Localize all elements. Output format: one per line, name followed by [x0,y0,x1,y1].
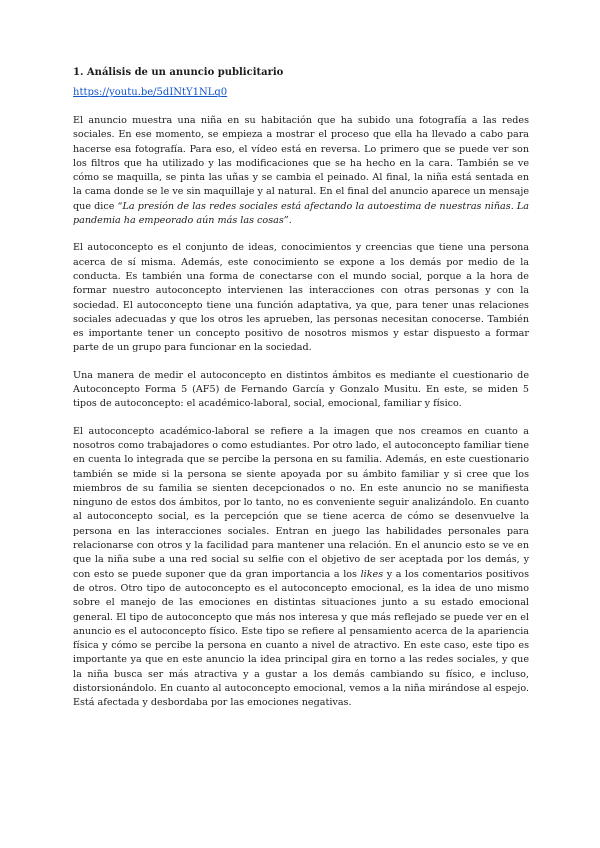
paragraph-dimensions [73,425,529,711]
paragraph-text-end: y a los comentarios positivos de otros. Otro tipo de autoconcepto es el autoconcepto emocional, es la idea de uno mismo sobre el manejo de las emociones en distintas situaciones junto a su estado emocional general. El tipo de autoconcepto que más nos interesa y que más reflejado se puede ver en el anuncio es el autoconcepto físico. Este tipo se refiere al pensamiento acerca de la apariencia física y cómo se percibe la persona en cuanto a nivel de atractivo. En este caso, este tipo es importante ya que en este anuncio la idea principal gira en torno a las redes sociales, y que la niña busca ser más atractiva y a gustar a los demás cambiando su físico, e incluso, distorsionándolo. En cuanto al autoconcepto emocional, vemos a la niña mirándose al espejo. Está afectada y desbordaba por las emociones negativas. [73,568,529,709]
paragraph-text: El autoconcepto académico-laboral se refiere a la imagen que nos creamos en cuanto a nosotros como trabajadores o como estudiantes. Por otro lado, el autoconcepto familiar tiene en cuenta lo integrada que se percibe la persona en su familia. Además, en este cuestionario también se mide si la persona se siente apoyada por su ámbito familiar y si cree que los miembros de su familia se sienten decepcionados o no. En este anuncio no se manifiesta ninguno de estos dos ámbitos, por lo tanto, no es conveniente seguir analizándolo. En cuanto al autoconcepto social, es la percepción que se tiene acerca de cómo se desenvuelve la persona en las interacciones sociales. Entran en juego las habilidades personales para relacionarse con otros y la facilidad para mantener una relación. En el anuncio esto se ve en que la niña sube a una red social su selfie con el objetivo de ser aceptada por los demás, y con esto se puede suponer que da gran importancia a los [73,425,529,580]
section-title: 1. Análisis de un anuncio publicitario [73,67,284,78]
video-link[interactable]: https://youtu.be/5dINtY1NLq0 [73,87,228,98]
paragraph-self-concept: El autoconcepto es el conjunto de ideas, conocimientos y creencias que tiene una persona acerca de sí misma. Además, este conocimiento se expone a los demás por medio de la conducta. Es también una forma de conectarse con el mundo social, porque a la hora de formar nuestro autoconcepto intervienen las interacciones con otras personas y con la sociedad. El autoconcepto tiene una función adaptativa, ya que, para tener unas relaciones sociales adecuadas y que los otros les aprueben, las personas necesitan conocerse. También es importante tener un concepto positivo de nosotros mismos y estar dispuesto a formar parte de un grupo para funcionar en la sociedad. [73,242,529,354]
ad-quote: “La presión de las redes sociales está afectando la autoestima de nuestras niñas. La pandemia ha empeorado aún más las cosas” [73,200,529,227]
paragraph-text-end: . [288,215,292,227]
paragraph-ad-description [73,114,529,228]
likes-term: likes [360,568,384,580]
paragraph-text: El anuncio muestra una niña en su habitación que ha subido una fotografía a las redes sociales. En ese momento, se empieza a mostrar el proceso que ella ha llevado a cabo para hacerse esa fotografía. Para eso, el vídeo está en reversa. Lo primero que se puede ver son los filtros que ha utilizado y las modificaciones que se ha hecho en la cara. También se ve cómo se maquilla, se pinta las uñas y se cambia el peinado. Al final, la niña está sentada en la cama donde se le ve sin maquillaje y al natural. En el final del anuncio aparece un mensaje que dice [73,115,529,212]
paragraph-af5: Una manera de medir el autoconcepto en distintos ámbitos es mediante el cuestionario de Autoconcepto Forma 5 (AF5) de Fernando García y Gonzalo Musitu. En este, se miden 5 tipos de autoconcepto: el académico-laboral, social, emocional, familiar y físico. [73,369,529,410]
